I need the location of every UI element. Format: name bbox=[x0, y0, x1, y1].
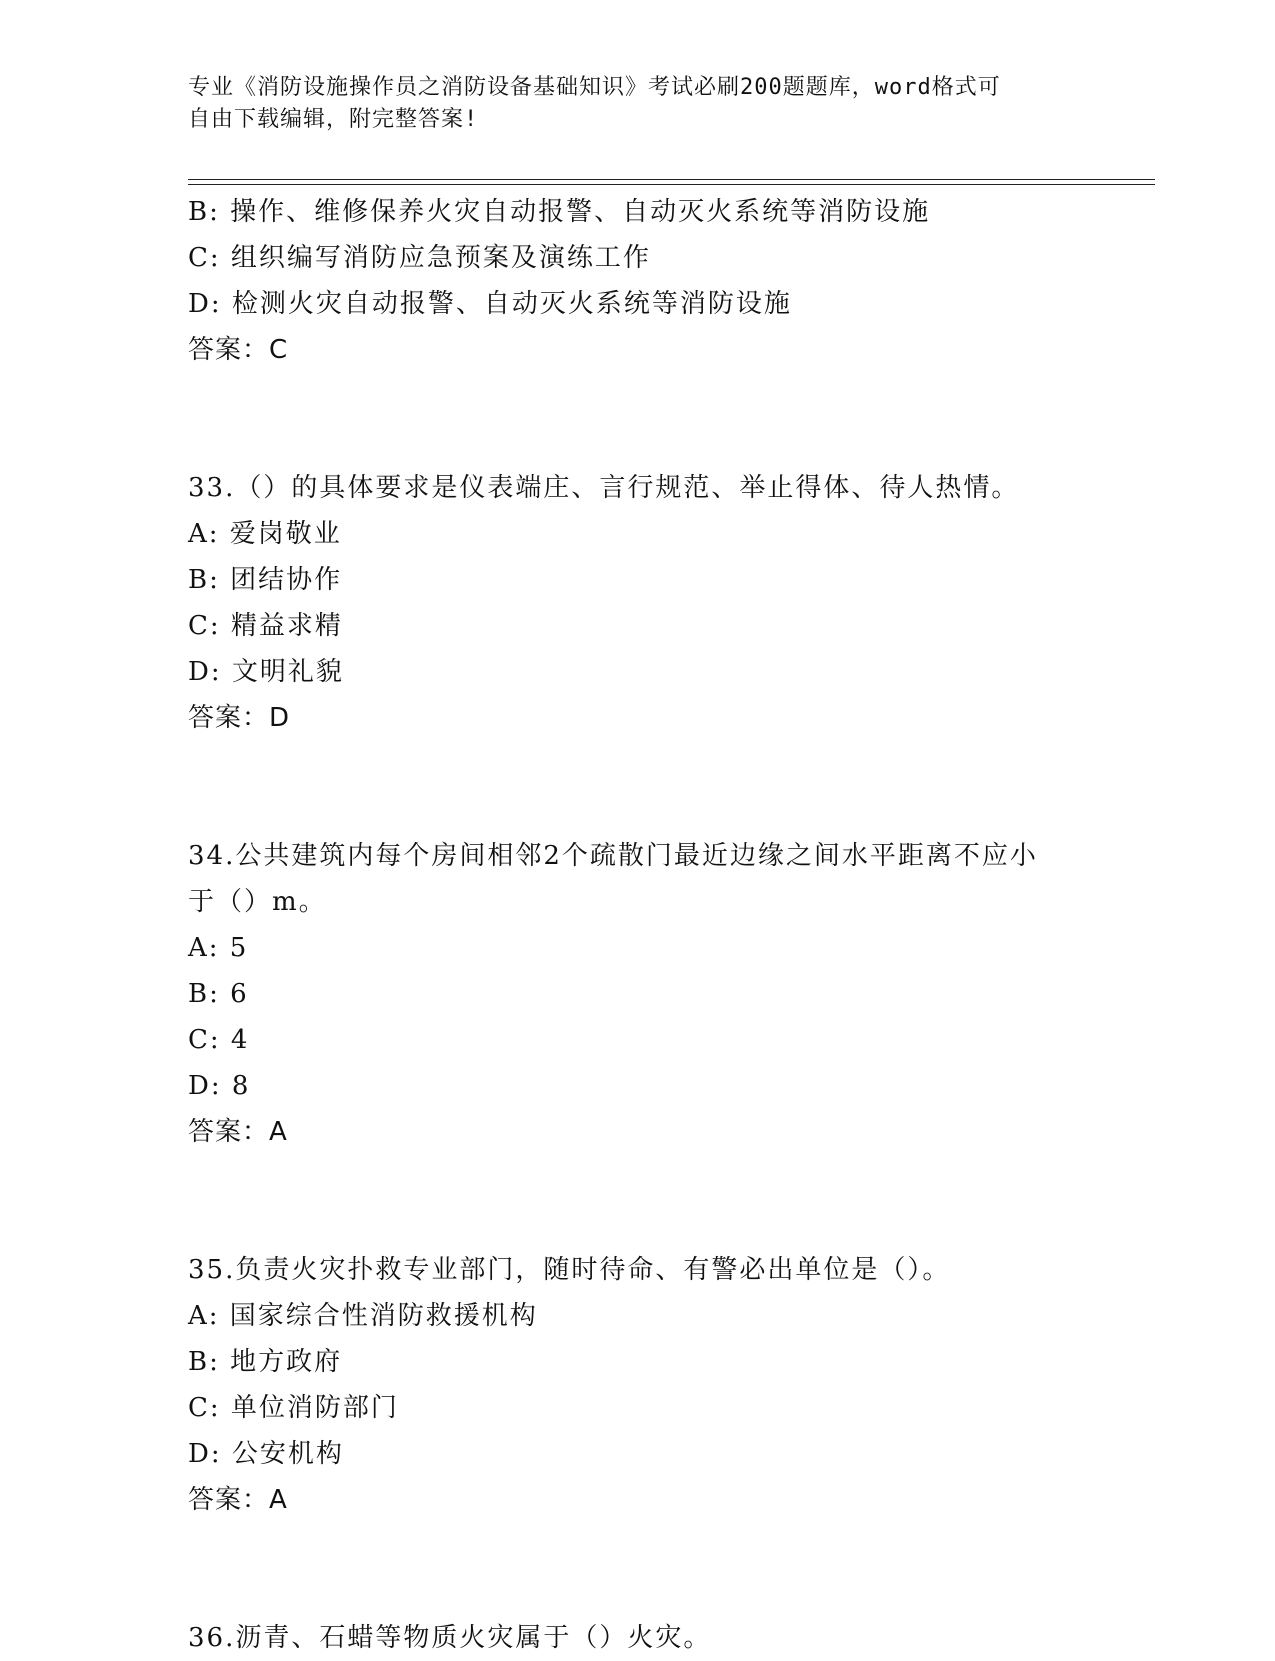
header-divider-bottom bbox=[188, 184, 1155, 185]
question-text: 33.（）的具体要求是仪表端庄、言行规范、举止得体、待人热情。 bbox=[188, 473, 1020, 503]
option-b: B: 操作、维修保养火灾自动报警、自动灭火系统等消防设施 bbox=[188, 197, 931, 227]
answer-label: 答案：C bbox=[188, 335, 289, 365]
option-d: D: 公安机构 bbox=[188, 1439, 344, 1469]
spacer bbox=[188, 741, 1188, 833]
question-block-33 bbox=[188, 465, 1188, 741]
header-line-2: 自由下载编辑，附完整答案! bbox=[188, 107, 479, 132]
question-block-34 bbox=[188, 833, 1188, 1155]
option-c: C: 4 bbox=[188, 1025, 250, 1055]
header-line-1: 专业《消防设施操作员之消防设备基础知识》考试必刷200题题库，word格式可 bbox=[188, 75, 1001, 100]
answer-label: 答案：D bbox=[188, 703, 291, 733]
question-list bbox=[188, 189, 1188, 1661]
option-c: C: 精益求精 bbox=[188, 611, 343, 641]
option-d: D: 8 bbox=[188, 1071, 251, 1101]
answer-label: 答案：A bbox=[188, 1485, 288, 1515]
question-text-line-1: 34.公共建筑内每个房间相邻2个疏散门最近边缘之间水平距离不应小 bbox=[188, 841, 1038, 871]
option-b: B: 团结协作 bbox=[188, 565, 343, 595]
option-b: B: 地方政府 bbox=[188, 1347, 343, 1377]
option-d: D: 检测火灾自动报警、自动灭火系统等消防设施 bbox=[188, 289, 792, 319]
option-c: C: 单位消防部门 bbox=[188, 1393, 399, 1423]
question-block-36 bbox=[188, 1615, 1188, 1661]
option-d: D: 文明礼貌 bbox=[188, 657, 344, 687]
answer-label: 答案：A bbox=[188, 1117, 288, 1147]
option-a: A: 国家综合性消防救援机构 bbox=[188, 1301, 538, 1331]
question-text: 36.沥青、石蜡等物质火灾属于（）火灾。 bbox=[188, 1623, 712, 1653]
header-divider-top bbox=[188, 179, 1155, 180]
question-block-35 bbox=[188, 1247, 1188, 1523]
question-text-line-2: 于（）m。 bbox=[188, 887, 327, 917]
option-a: A: 5 bbox=[188, 933, 249, 963]
spacer bbox=[188, 1155, 1188, 1247]
option-b: B: 6 bbox=[188, 979, 249, 1009]
option-c: C: 组织编写消防应急预案及演练工作 bbox=[188, 243, 651, 273]
document-header bbox=[188, 72, 1088, 136]
spacer bbox=[188, 1523, 1188, 1615]
question-block-32 bbox=[188, 189, 1188, 373]
option-a: A: 爱岗敬业 bbox=[188, 519, 342, 549]
question-text: 35.负责火灾扑救专业部门，随时待命、有警必出单位是（）。 bbox=[188, 1255, 951, 1285]
spacer bbox=[188, 373, 1188, 465]
